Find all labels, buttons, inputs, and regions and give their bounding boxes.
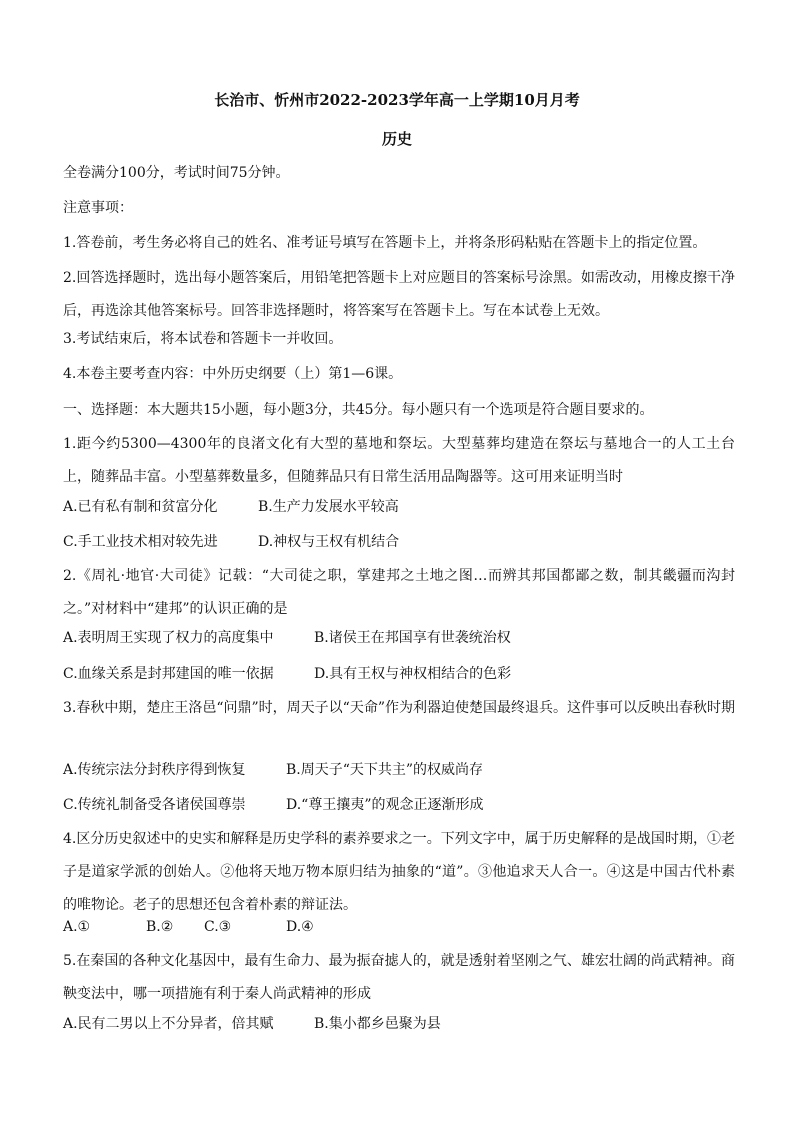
question-1-stem: 1.距今约5300—4300年的良渚文化有大型的墓地和祭坛。大型墓葬均建造在祭坛与墓地合一的人工土台上，随葬品丰富。小型墓葬数量多，但随葬品只有日常生活用品陶器等。这可用来证明当时 bbox=[63, 436, 735, 485]
note-4: 4.本卷主要考查内容：中外历史纲要（上）第1—6课。 bbox=[63, 366, 403, 382]
q1-option-a: A.已有私有制和贫富分化 bbox=[63, 499, 218, 515]
question-4-stem: 4.区分历史叙述中的史实和解释是历史学科的素养要求之一。下列文字中，属于历史解释的是战国时期，①老子是道家学派的创始人。②他将天地万物本原归结为抽象的“道”。③他追求天人合一。④这是中国古代朴素的唯物论。老子的思想还包含着朴素的辩证法。 bbox=[63, 831, 735, 913]
exam-subject: 历史 bbox=[381, 130, 412, 148]
note-1: 1.答卷前，考生务必将自己的姓名、准考证号填写在答题卡上，并将条形码粘贴在答题卡上的指定位置。 bbox=[63, 235, 707, 251]
q2-option-d: D.具有王权与神权相结合的色彩 bbox=[314, 666, 512, 682]
q1-option-b: B.生产力发展水平较高 bbox=[258, 499, 399, 515]
q3-option-d: D.“尊王攘夷”的观念正逐渐形成 bbox=[286, 797, 484, 813]
score-time-note: 全卷满分100分，考试时间75分钟。 bbox=[63, 165, 290, 181]
notes-heading: 注意事项： bbox=[63, 200, 133, 216]
q2-option-b: B.诸侯王在邦国享有世袭统治权 bbox=[314, 630, 511, 646]
note-3: 3.考试结束后，将本试卷和答题卡一并收回。 bbox=[63, 331, 343, 347]
q5-option-a: A.民有二男以上不分异者，倍其赋 bbox=[63, 1016, 274, 1032]
q3-option-c: C.传统礼制备受各诸侯国尊崇 bbox=[63, 797, 246, 813]
q2-option-a: A.表明周王实现了权力的高度集中 bbox=[63, 630, 274, 646]
question-3-stem: 3.春秋中期，楚庄王洛邑“问鼎”时，周天子以“天命”作为利器迫使楚国最终退兵。这件事可以反映出春秋时期 bbox=[63, 700, 735, 716]
question-2-stem: 2.《周礼·地官·大司徒》记载：“大司徒之职，掌建邦之土地之图…而辨其邦国都鄙之数，制其畿疆而沟封之。”对材料中“建邦”的认识正确的是 bbox=[63, 568, 735, 617]
question-5-stem: 5.在秦国的各种文化基因中，最有生命力、最为振奋摅人的，就是透射着坚刚之气、雄宏壮阔的尚武精神。商鞅变法中，哪一项措施有利于秦人尚武精神的形成 bbox=[63, 953, 735, 1002]
q4-option-a: A.① bbox=[63, 919, 91, 935]
q3-option-b: B.周天子“天下共主”的权威尚存 bbox=[286, 762, 484, 778]
q5-option-b: B.集小都乡邑聚为县 bbox=[314, 1016, 441, 1032]
q4-option-d: D.④ bbox=[286, 919, 314, 935]
q4-option-c: C.③ bbox=[204, 919, 232, 935]
q1-option-d: D.神权与王权有机结合 bbox=[258, 534, 400, 550]
q1-option-c: C.手工业技术相对较先进 bbox=[63, 534, 218, 550]
q3-option-a: A.传统宗法分封秩序得到恢复 bbox=[63, 762, 246, 778]
note-2: 2.回答选择题时，选出每小题答案后，用铅笔把答题卡上对应题目的答案标号涂黑。如需改动，用橡皮擦干净后，再选涂其他答案标号。回答非选择题时，将答案写在答题卡上。写在本试卷上无效。 bbox=[63, 270, 735, 319]
q2-option-c: C.血缘关系是封邦建国的唯一依据 bbox=[63, 666, 274, 682]
q4-option-b: B.② bbox=[146, 919, 174, 935]
exam-title: 长治市、忻州市2022-2023学年高一上学期10月月考 bbox=[214, 91, 580, 109]
section-1-heading: 一、选择题：本大题共15小题，每小题3分，共45分。每小题只有一个选项是符合题目要求的。 bbox=[63, 402, 654, 418]
